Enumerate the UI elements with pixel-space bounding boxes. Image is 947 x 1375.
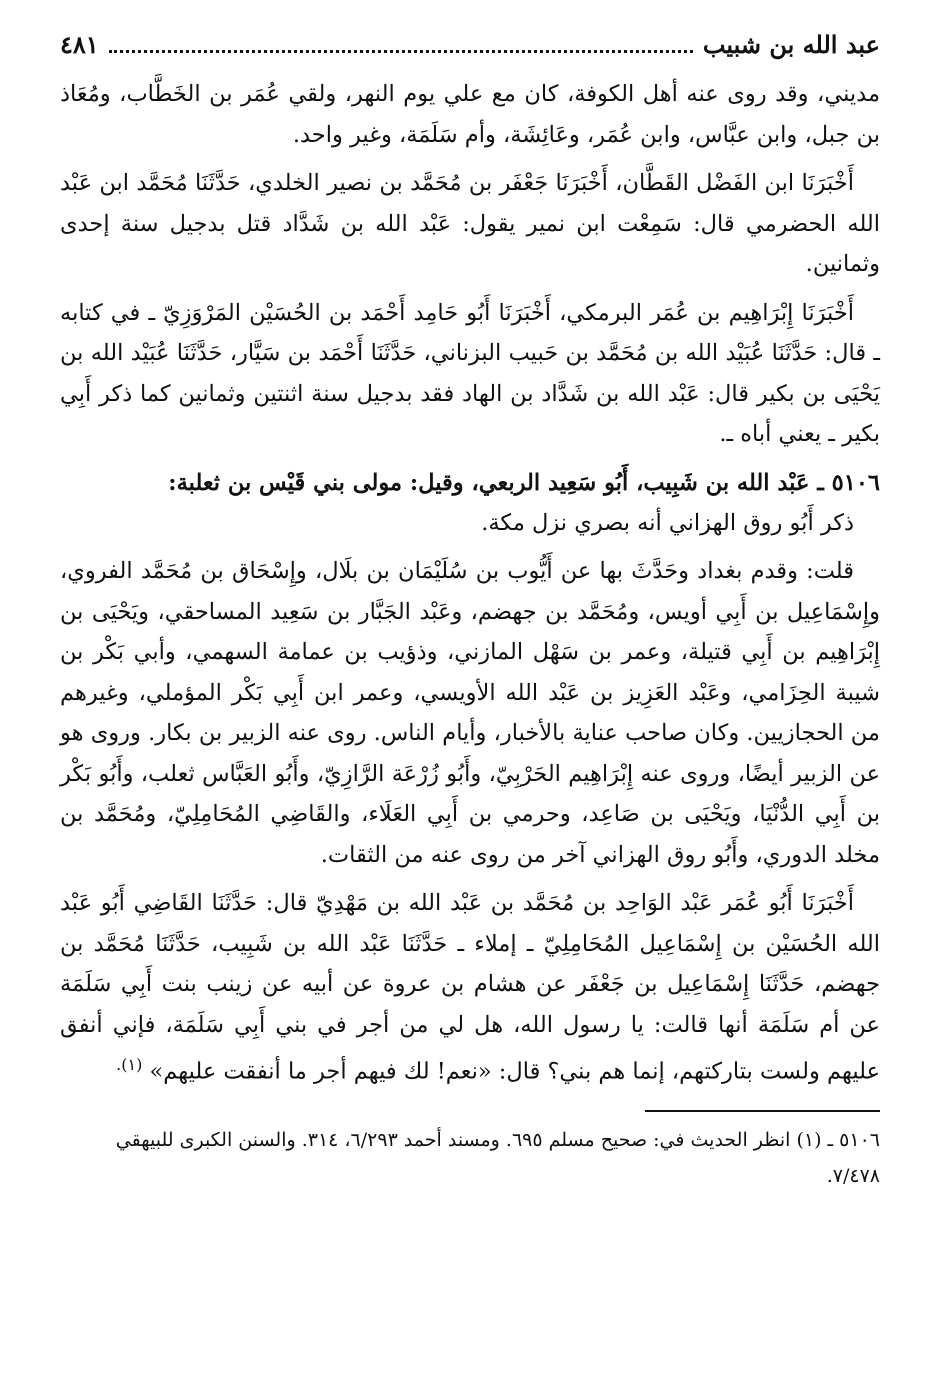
footnote: ٥١٠٦ ـ (١) انظر الحديث في: صحيح مسلم ٦٩٥. ومسند أحمد ٦/٢٩٣، ٣١٤. والسنن الكبرى للبيهقي ٧/٤٧٨.	[115, 1129, 880, 1187]
entry-title: ٥١٠٦ ـ عَبْد الله بن شَبِيب، أَبُو سَعِيد الربعي، وقيل: مولى بني قَيْس بن ثعلبة:	[168, 469, 880, 496]
book-page	[60, 30, 880, 1194]
header-dot-leader	[109, 36, 693, 53]
paragraph-6	[60, 883, 880, 1092]
paragraph-3: أَخْبَرَنَا إِبْرَاهِيم بن عُمَر البرمكي، أَخْبَرَنَا أَبُو حَامِد أَحْمَد بن الحُسَيْن المَرْوَزِيّ ـ في كتابه ـ قال: حَدَّثَنَا عُبَيْد الله بن مُحَمَّد بن حَبيب البزناني، حَدَّثَنَا أَحْمَد بن سَيَّار، حَدَّثَنَا عُبَيْد الله بن يَحْيَى بن بكير قال: عَبْد الله بن شَدَّاد بن الهاد فقد بدجيل سنة اثنتين وثمانين كما ذكر أَبِي بكير ـ يعني أباه ـ.	[60, 299, 880, 447]
paragraph-4: ذكر أَبُو روق الهزاني أنه بصري نزل مكة.	[481, 509, 854, 536]
footnote-reference: (١).	[116, 1055, 143, 1074]
footnote-separator	[645, 1110, 880, 1112]
paragraph-1: مديني، وقد روى عنه أهل الكوفة، كان مع علي يوم النهر، ولقي عُمَر بن الخَطَّاب، ومُعَاذ بن جبل، وابن عبَّاس، وابن عُمَر، وعَائِشَة، وأم سَلَمَة، وغير واحد.	[60, 81, 880, 148]
paragraph-6-text: أَخْبَرَنَا أَبُو عُمَر عَبْد الوَاحِد بن مُحَمَّد بن عَبْد الله بن مَهْدِيّ قال: حَدَّثَنَا القَاضِي أَبُو عَبْد الله الحُسَيْن بن إِسْمَاعِيل المُحَامِلِيّ ـ إملاء ـ حَدَّثَنَا عَبْد الله بن شَبِيب، حَدَّثَنَا مُحَمَّد بن جهضم، حَدَّثَنَا إِسْمَاعِيل بن جَعْفَر عن هشام بن عروة عن أبيه عن زينب بنت أَبِي سَلَمَة عن أم سَلَمَة أنها قالت: يا رسول الله، هل لي من أجر في بني أَبِي سَلَمَة، فإني أنفق عليهم ولست بتاركتهم، إنما هم بني؟ قال: «نعم! لك فيهم أجر ما أنفقت عليهم»	[60, 890, 880, 1085]
running-header	[60, 30, 880, 74]
header-title: عبد الله بن شبيب	[702, 30, 880, 59]
page-number: ٤٨١	[60, 30, 99, 59]
paragraph-2: أَخْبَرَنَا ابن الفَضْل القَطَّان، أَخْبَرَنَا جَعْفَر بن مُحَمَّد بن نصير الخلدي، حَدَّثَنَا مُحَمَّد ابن عَبْد الله الحضرمي قال: سَمِعْت ابن نمير يقول: عَبْد الله بن شَدَّاد قتل بدجيل سنة إحدى وثمانين.	[60, 170, 880, 277]
paragraph-5: قلت: وقدم بغداد وحَدَّثَ بها عن أَيُّوب بن سُلَيْمَان بن بلَال، وإِسْحَاق بن مُحَمَّد الفروي، وإِسْمَاعِيل بن أَبِي أويس، ومُحَمَّد بن جهضم، وعَبْد الجَبَّار بن سَعِيد المساحقي، ويَحْيَى بن إِبْرَاهِيم بن أَبِي قتيلة، وعمر بن سَهْل المازني، وذؤيب بن عمامة السهمي، وأبي بَكْر بن شيبة الحِزَامي، وعَبْد العَزِيز بن عَبْد الله الأويسي، وعمر ابن أَبِي بَكْر المؤملي، وغيرهم من الحجازيين. وكان صاحب عناية بالأخبار، وأيام الناس. روى عنه الزبير بن بكار. وروى هو عن الزبير أيضًا، وروى عنه إِبْرَاهِيم الحَرْبِيّ، وأَبُو زُرْعَة الرَّازِيّ، وأَبُو العَبَّاس ثعلب، وأَبُو بَكْر بن أَبِي الدُّنْيَا، ويَحْيَى بن صَاعِد، وحرمي بن أَبِي العَلَاء، والقَاضِي المُحَامِلِيّ، ومُحَمَّد بن مخلد الدوري، وأَبُو روق الهزاني آخر من روى عنه من الثقات.	[60, 558, 880, 868]
